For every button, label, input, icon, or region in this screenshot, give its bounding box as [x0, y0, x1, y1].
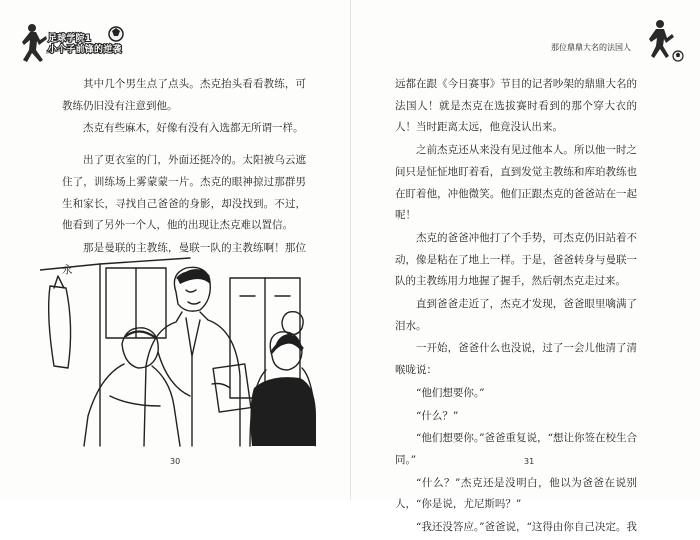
page-number: 31	[524, 457, 535, 466]
soccer-ball-icon	[636, 18, 686, 62]
paragraph: “什么？”杰克还是没明白，他以为爸爸在说别人，“你是说，尤尼斯吗？”	[395, 476, 637, 511]
right-page-body	[395, 74, 637, 540]
left-page-body	[62, 74, 306, 282]
series-title-line2: 小个子前锋的逆袭	[48, 45, 122, 55]
locker-room-illustration	[40, 256, 316, 448]
series-logo	[18, 20, 138, 70]
paragraph: 那是曼联的主教练，曼联一队的主教练啊！那位永	[62, 241, 306, 276]
paragraph: 杰克的爸爸冲他打了个手势，可杰克仍旧站着不动，像是粘在了地上一样。于是，爸爸转身与曼联一队的主教练用力地握了握手，然后朝杰克走过来。	[395, 231, 637, 288]
chapter-title: 那位鼎鼎大名的法国人	[551, 43, 631, 52]
paragraph: 出了更衣室的门，外面还挺冷的。太阳被乌云遮住了，训练场上雾蒙蒙一片。杰克的眼神掠过那群男生和家长，寻找自己爸爸的身影，却没找到。不过，他看到了另外一个人，他的出现让杰克难以置信。	[62, 154, 306, 232]
paragraph: 之前杰克还从来没有见过他本人。所以他一时之间只是怔怔地盯着看，直到发觉主教练和库珀教练也在盯着他，冲他微笑。他们正跟杰克的爸爸站在一起呢！	[395, 144, 637, 222]
paragraph: 远都在跟《今日赛事》节目的记者吵架的鼎鼎大名的法国人！就是杰克在选拔赛时看到的那个穿大衣的人！当时距离太远，他竟没认出来。	[395, 78, 637, 134]
paragraph: 杰克有些麻木，好像有没有入选都无所谓一样。	[83, 122, 304, 135]
series-title	[48, 34, 122, 56]
paragraph: “什么？”	[416, 409, 459, 422]
right-page	[350, 0, 700, 534]
paragraph: 其中几个男生点了点头。杰克抬头看看教练，可教练仍旧没有注意到他。	[62, 78, 306, 112]
page-number: 30	[170, 457, 181, 466]
paragraph: 一开始，爸爸什么也没说，过了一会儿他清了清喉咙说：	[395, 342, 637, 377]
paragraph: “他们想要你。”爸爸重复说，“想让你签在校生合同。”	[395, 432, 637, 466]
series-title-line1: 足球学院1	[48, 34, 92, 44]
paragraph: 直到爸爸走近了，杰克才发现，爸爸眼里噙满了泪水。	[395, 298, 637, 332]
left-page	[0, 0, 350, 500]
paragraph: “我还没答应。”爸爸说，“这得由你自己决定。我	[416, 521, 637, 534]
paragraph: “他们想要你。”	[416, 386, 485, 399]
